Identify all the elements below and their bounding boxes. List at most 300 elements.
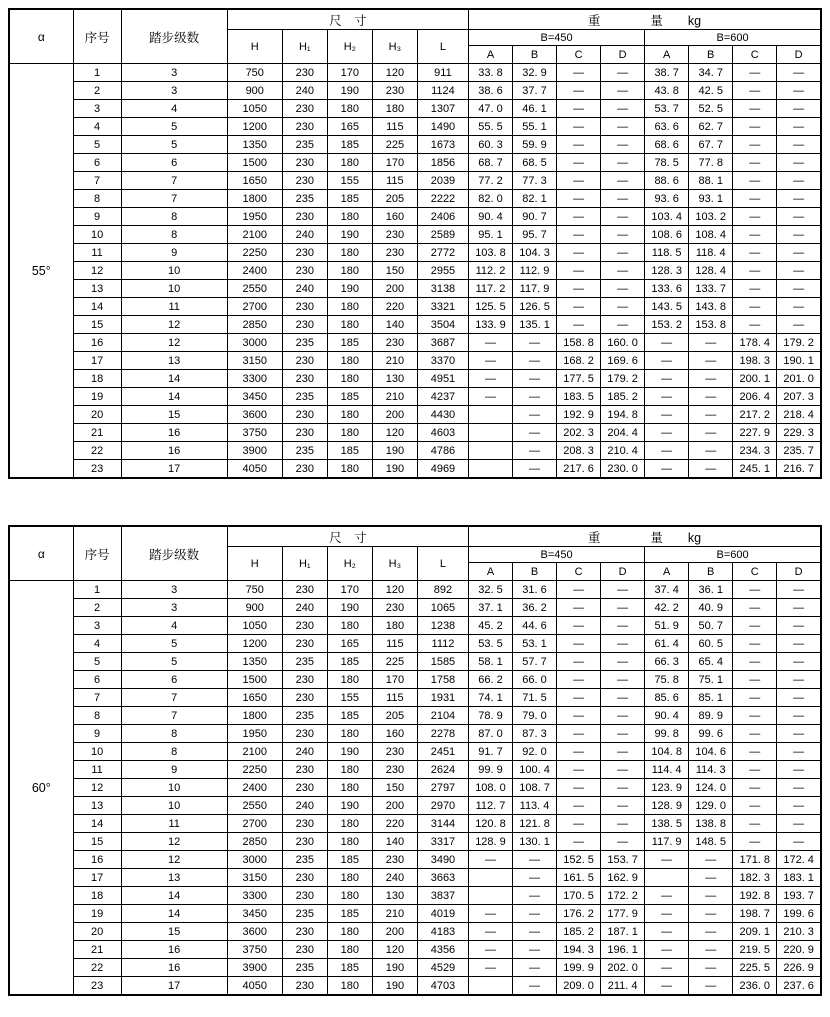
cell-b450-b: — — [513, 406, 557, 424]
cell-l: 2970 — [417, 797, 468, 815]
cell-h: 1200 — [227, 118, 282, 136]
cell-steps: 12 — [121, 851, 227, 869]
cell-b450-a: 68. 7 — [468, 154, 512, 172]
cell-b450-b: 130. 1 — [513, 833, 557, 851]
cell-l: 911 — [417, 64, 468, 82]
cell-b450-a: — — [468, 959, 512, 977]
cell-h2: 170 — [327, 64, 372, 82]
cell-serial: 11 — [73, 244, 121, 262]
cell-b600-c: — — [733, 653, 777, 671]
cell-l: 1307 — [417, 100, 468, 118]
header-dimensions: 尺 寸 — [227, 526, 468, 547]
cell-steps: 13 — [121, 869, 227, 887]
cell-b600-c: — — [733, 743, 777, 761]
cell-h3: 220 — [372, 298, 417, 316]
cell-b450-c: — — [557, 815, 601, 833]
cell-h: 2250 — [227, 761, 282, 779]
table-row — [9, 743, 821, 761]
cell-b600-d: — — [777, 581, 821, 599]
cell-h3: 200 — [372, 923, 417, 941]
cell-b600-a: — — [645, 851, 689, 869]
cell-b600-a: 143. 5 — [645, 298, 689, 316]
cell-b450-c: — — [557, 761, 601, 779]
cell-l: 1931 — [417, 689, 468, 707]
cell-b450-c: 170. 5 — [557, 887, 601, 905]
cell-h2: 180 — [327, 352, 372, 370]
cell-b600-c: 171. 8 — [733, 851, 777, 869]
header-b600-d: D — [777, 46, 821, 64]
cell-h1: 230 — [282, 64, 327, 82]
cell-h: 1500 — [227, 154, 282, 172]
cell-b450-b: 90. 7 — [513, 208, 557, 226]
cell-h: 2100 — [227, 743, 282, 761]
cell-b600-a: — — [645, 923, 689, 941]
cell-b600-b: 88. 1 — [689, 172, 733, 190]
cell-b450-c: — — [557, 653, 601, 671]
header-b600-b: B — [689, 46, 733, 64]
cell-b600-d: 237. 6 — [777, 977, 821, 996]
cell-steps: 15 — [121, 406, 227, 424]
cell-serial: 18 — [73, 887, 121, 905]
cell-b600-a: 117. 9 — [645, 833, 689, 851]
cell-b450-d: 179. 2 — [601, 370, 645, 388]
cell-b450-c: 161. 5 — [557, 869, 601, 887]
cell-b450-b: 92. 0 — [513, 743, 557, 761]
header-b600-c: C — [733, 563, 777, 581]
cell-h: 3750 — [227, 941, 282, 959]
cell-b450-c: 208. 3 — [557, 442, 601, 460]
cell-l: 4951 — [417, 370, 468, 388]
cell-l: 2104 — [417, 707, 468, 725]
cell-b450-b: — — [513, 887, 557, 905]
table-row — [9, 599, 821, 617]
cell-b600-b: — — [689, 851, 733, 869]
cell-b450-b: — — [513, 442, 557, 460]
cell-h1: 230 — [282, 460, 327, 479]
cell-h3: 230 — [372, 334, 417, 352]
cell-l: 2278 — [417, 725, 468, 743]
cell-serial: 14 — [73, 298, 121, 316]
cell-h3: 230 — [372, 244, 417, 262]
cell-l: 1065 — [417, 599, 468, 617]
cell-b600-a: 99. 8 — [645, 725, 689, 743]
header-steps: 踏步级数 — [121, 526, 227, 581]
cell-b450-c: — — [557, 316, 601, 334]
cell-h3: 230 — [372, 761, 417, 779]
cell-serial: 10 — [73, 226, 121, 244]
cell-l: 4019 — [417, 905, 468, 923]
cell-steps: 7 — [121, 172, 227, 190]
cell-b450-b: 46. 1 — [513, 100, 557, 118]
table-row — [9, 406, 821, 424]
cell-b600-b: 34. 7 — [689, 64, 733, 82]
cell-b600-d: — — [777, 653, 821, 671]
cell-l: 2772 — [417, 244, 468, 262]
cell-b600-b: 85. 1 — [689, 689, 733, 707]
cell-b450-c: 152. 5 — [557, 851, 601, 869]
cell-h1: 230 — [282, 118, 327, 136]
cell-b450-b: 32. 9 — [513, 64, 557, 82]
cell-h1: 230 — [282, 172, 327, 190]
table-row — [9, 887, 821, 905]
alpha-value: 55° — [9, 64, 73, 479]
cell-h1: 230 — [282, 635, 327, 653]
cell-b600-b: — — [689, 905, 733, 923]
cell-h: 1800 — [227, 707, 282, 725]
cell-b450-b: 79. 0 — [513, 707, 557, 725]
cell-h: 3150 — [227, 869, 282, 887]
cell-b450-b: 68. 5 — [513, 154, 557, 172]
cell-b450-d: — — [601, 208, 645, 226]
cell-b450-d: — — [601, 599, 645, 617]
table-row — [9, 388, 821, 406]
cell-h: 3600 — [227, 923, 282, 941]
cell-b600-c: — — [733, 118, 777, 136]
cell-l: 1490 — [417, 118, 468, 136]
cell-b600-a: — — [645, 424, 689, 442]
cell-h1: 235 — [282, 334, 327, 352]
cell-steps: 14 — [121, 905, 227, 923]
cell-b600-a: — — [645, 370, 689, 388]
cell-steps: 12 — [121, 833, 227, 851]
header-col-h2: H₂ — [327, 547, 372, 581]
cell-l: 4603 — [417, 424, 468, 442]
cell-h1: 235 — [282, 905, 327, 923]
cell-l: 1238 — [417, 617, 468, 635]
cell-b450-a: 77. 2 — [468, 172, 512, 190]
cell-b600-d: — — [777, 743, 821, 761]
cell-serial: 15 — [73, 316, 121, 334]
cell-h: 2250 — [227, 244, 282, 262]
cell-h1: 230 — [282, 689, 327, 707]
cell-steps: 3 — [121, 581, 227, 599]
cell-b600-d: 229. 3 — [777, 424, 821, 442]
cell-h2: 155 — [327, 689, 372, 707]
cell-b600-a: — — [645, 388, 689, 406]
header-b600-a: A — [645, 563, 689, 581]
cell-b450-b: 55. 1 — [513, 118, 557, 136]
cell-b600-b: 128. 4 — [689, 262, 733, 280]
cell-h: 1650 — [227, 689, 282, 707]
cell-b450-b: — — [513, 424, 557, 442]
cell-l: 892 — [417, 581, 468, 599]
table-row — [9, 617, 821, 635]
cell-b600-c: — — [733, 581, 777, 599]
cell-b600-a: 43. 8 — [645, 82, 689, 100]
cell-h1: 230 — [282, 581, 327, 599]
cell-b450-b: — — [513, 460, 557, 479]
cell-b600-a: 103. 4 — [645, 208, 689, 226]
cell-serial: 22 — [73, 959, 121, 977]
cell-h3: 150 — [372, 779, 417, 797]
cell-serial: 1 — [73, 581, 121, 599]
cell-h3: 170 — [372, 671, 417, 689]
cell-b600-b: 52. 5 — [689, 100, 733, 118]
header-col-h1: H₁ — [282, 547, 327, 581]
cell-h1: 235 — [282, 136, 327, 154]
cell-b450-a: 38. 6 — [468, 82, 512, 100]
cell-b600-c: 198. 7 — [733, 905, 777, 923]
cell-serial: 5 — [73, 653, 121, 671]
table-row — [9, 977, 821, 996]
header-alpha: α — [9, 526, 73, 581]
cell-b600-d: — — [777, 833, 821, 851]
header-b450: B=450 — [468, 30, 644, 46]
cell-b600-a: 63. 6 — [645, 118, 689, 136]
cell-steps: 16 — [121, 424, 227, 442]
cell-b600-b: 143. 8 — [689, 298, 733, 316]
table-row — [9, 100, 821, 118]
cell-b600-d: 226. 9 — [777, 959, 821, 977]
cell-steps: 12 — [121, 334, 227, 352]
cell-h: 1200 — [227, 635, 282, 653]
cell-b450-c: 177. 5 — [557, 370, 601, 388]
cell-b600-c: — — [733, 82, 777, 100]
cell-h2: 185 — [327, 190, 372, 208]
cell-h3: 130 — [372, 370, 417, 388]
cell-b600-a: — — [645, 442, 689, 460]
cell-h2: 180 — [327, 100, 372, 118]
header-b450-a: A — [468, 46, 512, 64]
cell-h3: 210 — [372, 905, 417, 923]
cell-h2: 180 — [327, 887, 372, 905]
cell-steps: 17 — [121, 460, 227, 479]
cell-b600-d: 235. 7 — [777, 442, 821, 460]
table-row — [9, 442, 821, 460]
table-row — [9, 208, 821, 226]
cell-b450-a: 133. 9 — [468, 316, 512, 334]
cell-b450-b: 121. 8 — [513, 815, 557, 833]
cell-serial: 17 — [73, 869, 121, 887]
cell-serial: 23 — [73, 460, 121, 479]
cell-b450-d: 211. 4 — [601, 977, 645, 996]
cell-b450-a: — — [468, 851, 512, 869]
cell-b450-d: — — [601, 707, 645, 725]
cell-serial: 9 — [73, 725, 121, 743]
cell-b450-d: — — [601, 298, 645, 316]
cell-b450-d: — — [601, 244, 645, 262]
cell-b600-a: 104. 8 — [645, 743, 689, 761]
cell-b450-d: 172. 2 — [601, 887, 645, 905]
cell-b450-b: — — [513, 923, 557, 941]
cell-b600-d: 183. 1 — [777, 869, 821, 887]
cell-b600-d: — — [777, 262, 821, 280]
header-col-h2: H₂ — [327, 30, 372, 64]
cell-b450-c: — — [557, 725, 601, 743]
cell-b450-d: — — [601, 725, 645, 743]
header-b600-a: A — [645, 46, 689, 64]
cell-b450-d: — — [601, 815, 645, 833]
table-row — [9, 226, 821, 244]
cell-b600-d: — — [777, 82, 821, 100]
cell-b600-d: — — [777, 136, 821, 154]
cell-serial: 20 — [73, 923, 121, 941]
header-col-h1: H₁ — [282, 30, 327, 64]
cell-h3: 130 — [372, 887, 417, 905]
table-row — [9, 298, 821, 316]
cell-b600-a: — — [645, 905, 689, 923]
cell-h1: 235 — [282, 959, 327, 977]
cell-h1: 230 — [282, 671, 327, 689]
table-row — [9, 64, 821, 82]
cell-b450-d: — — [601, 154, 645, 172]
cell-h3: 200 — [372, 406, 417, 424]
cell-b600-a: 108. 6 — [645, 226, 689, 244]
header-col-h: H — [227, 30, 282, 64]
cell-b450-a — [468, 406, 512, 424]
cell-b600-a: 42. 2 — [645, 599, 689, 617]
table-row — [9, 136, 821, 154]
cell-b600-c: 225. 5 — [733, 959, 777, 977]
cell-b600-a — [645, 869, 689, 887]
table-row — [9, 941, 821, 959]
cell-b600-d: — — [777, 671, 821, 689]
cell-b600-b: — — [689, 352, 733, 370]
cell-b600-c: — — [733, 635, 777, 653]
table-row — [9, 172, 821, 190]
spec-table-60deg — [8, 525, 822, 996]
table-row — [9, 905, 821, 923]
table-body-60deg — [9, 581, 821, 996]
cell-b600-d: — — [777, 599, 821, 617]
table-row — [9, 923, 821, 941]
cell-b600-d: — — [777, 208, 821, 226]
cell-steps: 7 — [121, 707, 227, 725]
spec-table-55deg — [8, 8, 822, 479]
cell-b600-b: 124. 0 — [689, 779, 733, 797]
cell-b600-b: 75. 1 — [689, 671, 733, 689]
cell-b600-b: 114. 3 — [689, 761, 733, 779]
cell-b450-d: — — [601, 617, 645, 635]
cell-b450-d: — — [601, 316, 645, 334]
cell-steps: 5 — [121, 635, 227, 653]
cell-b600-d: — — [777, 190, 821, 208]
cell-b600-d: 218. 4 — [777, 406, 821, 424]
cell-b600-d: 210. 3 — [777, 923, 821, 941]
cell-l: 2624 — [417, 761, 468, 779]
cell-b600-d: — — [777, 172, 821, 190]
cell-serial: 20 — [73, 406, 121, 424]
cell-h1: 240 — [282, 82, 327, 100]
cell-b450-c: — — [557, 280, 601, 298]
cell-b450-a: — — [468, 334, 512, 352]
cell-steps: 3 — [121, 599, 227, 617]
header-col-h3: H₃ — [372, 30, 417, 64]
cell-b450-d: — — [601, 64, 645, 82]
cell-steps: 5 — [121, 653, 227, 671]
table-body-55deg — [9, 64, 821, 479]
cell-b450-d: 204. 4 — [601, 424, 645, 442]
cell-b450-c: — — [557, 707, 601, 725]
header-b600-d: D — [777, 563, 821, 581]
cell-b450-c: — — [557, 689, 601, 707]
cell-serial: 2 — [73, 599, 121, 617]
cell-h2: 190 — [327, 82, 372, 100]
cell-h3: 190 — [372, 460, 417, 479]
cell-b450-a: 99. 9 — [468, 761, 512, 779]
header-serial: 序号 — [73, 9, 121, 64]
cell-steps: 3 — [121, 82, 227, 100]
cell-h2: 185 — [327, 653, 372, 671]
cell-steps: 16 — [121, 442, 227, 460]
cell-b600-a: 38. 7 — [645, 64, 689, 82]
cell-h: 1950 — [227, 725, 282, 743]
cell-h2: 165 — [327, 118, 372, 136]
cell-b450-c: — — [557, 797, 601, 815]
cell-l: 4529 — [417, 959, 468, 977]
cell-b450-a: 87. 0 — [468, 725, 512, 743]
cell-b450-c: — — [557, 599, 601, 617]
cell-h2: 180 — [327, 460, 372, 479]
cell-steps: 10 — [121, 779, 227, 797]
cell-h2: 180 — [327, 262, 372, 280]
table-row — [9, 280, 821, 298]
cell-b450-c: — — [557, 581, 601, 599]
cell-serial: 1 — [73, 64, 121, 82]
cell-b450-a: — — [468, 941, 512, 959]
cell-h3: 160 — [372, 725, 417, 743]
header-b450: B=450 — [468, 547, 644, 563]
cell-h3: 140 — [372, 833, 417, 851]
cell-h3: 200 — [372, 280, 417, 298]
cell-h2: 180 — [327, 208, 372, 226]
table-row — [9, 833, 821, 851]
cell-h2: 180 — [327, 316, 372, 334]
cell-h2: 185 — [327, 905, 372, 923]
cell-l: 1673 — [417, 136, 468, 154]
cell-h1: 240 — [282, 280, 327, 298]
cell-steps: 6 — [121, 671, 227, 689]
cell-b600-a: 53. 7 — [645, 100, 689, 118]
cell-b600-d: — — [777, 154, 821, 172]
cell-b450-b: — — [513, 352, 557, 370]
cell-serial: 8 — [73, 707, 121, 725]
cell-serial: 3 — [73, 100, 121, 118]
cell-b600-b: 67. 7 — [689, 136, 733, 154]
cell-h: 2400 — [227, 262, 282, 280]
cell-b450-c: 185. 2 — [557, 923, 601, 941]
cell-b450-b: 104. 3 — [513, 244, 557, 262]
cell-serial: 12 — [73, 779, 121, 797]
cell-b600-c: 178. 4 — [733, 334, 777, 352]
header-b450-c: C — [557, 46, 601, 64]
cell-b600-d: 199. 6 — [777, 905, 821, 923]
cell-l: 4237 — [417, 388, 468, 406]
cell-serial: 10 — [73, 743, 121, 761]
cell-b600-c: 200. 1 — [733, 370, 777, 388]
cell-h1: 235 — [282, 653, 327, 671]
header-col-h3: H₃ — [372, 547, 417, 581]
cell-b450-c: 194. 3 — [557, 941, 601, 959]
cell-h3: 120 — [372, 581, 417, 599]
cell-h3: 120 — [372, 941, 417, 959]
cell-b600-a: 93. 6 — [645, 190, 689, 208]
cell-l: 4786 — [417, 442, 468, 460]
cell-h: 3900 — [227, 442, 282, 460]
cell-l: 3504 — [417, 316, 468, 334]
cell-b600-d: — — [777, 226, 821, 244]
cell-b600-c: 198. 3 — [733, 352, 777, 370]
cell-b600-b: 36. 1 — [689, 581, 733, 599]
cell-h2: 180 — [327, 154, 372, 172]
cell-h3: 230 — [372, 851, 417, 869]
cell-l: 3317 — [417, 833, 468, 851]
cell-h3: 230 — [372, 599, 417, 617]
cell-b450-a: — — [468, 370, 512, 388]
cell-b600-b: 153. 8 — [689, 316, 733, 334]
cell-h3: 225 — [372, 653, 417, 671]
cell-b450-c: — — [557, 100, 601, 118]
